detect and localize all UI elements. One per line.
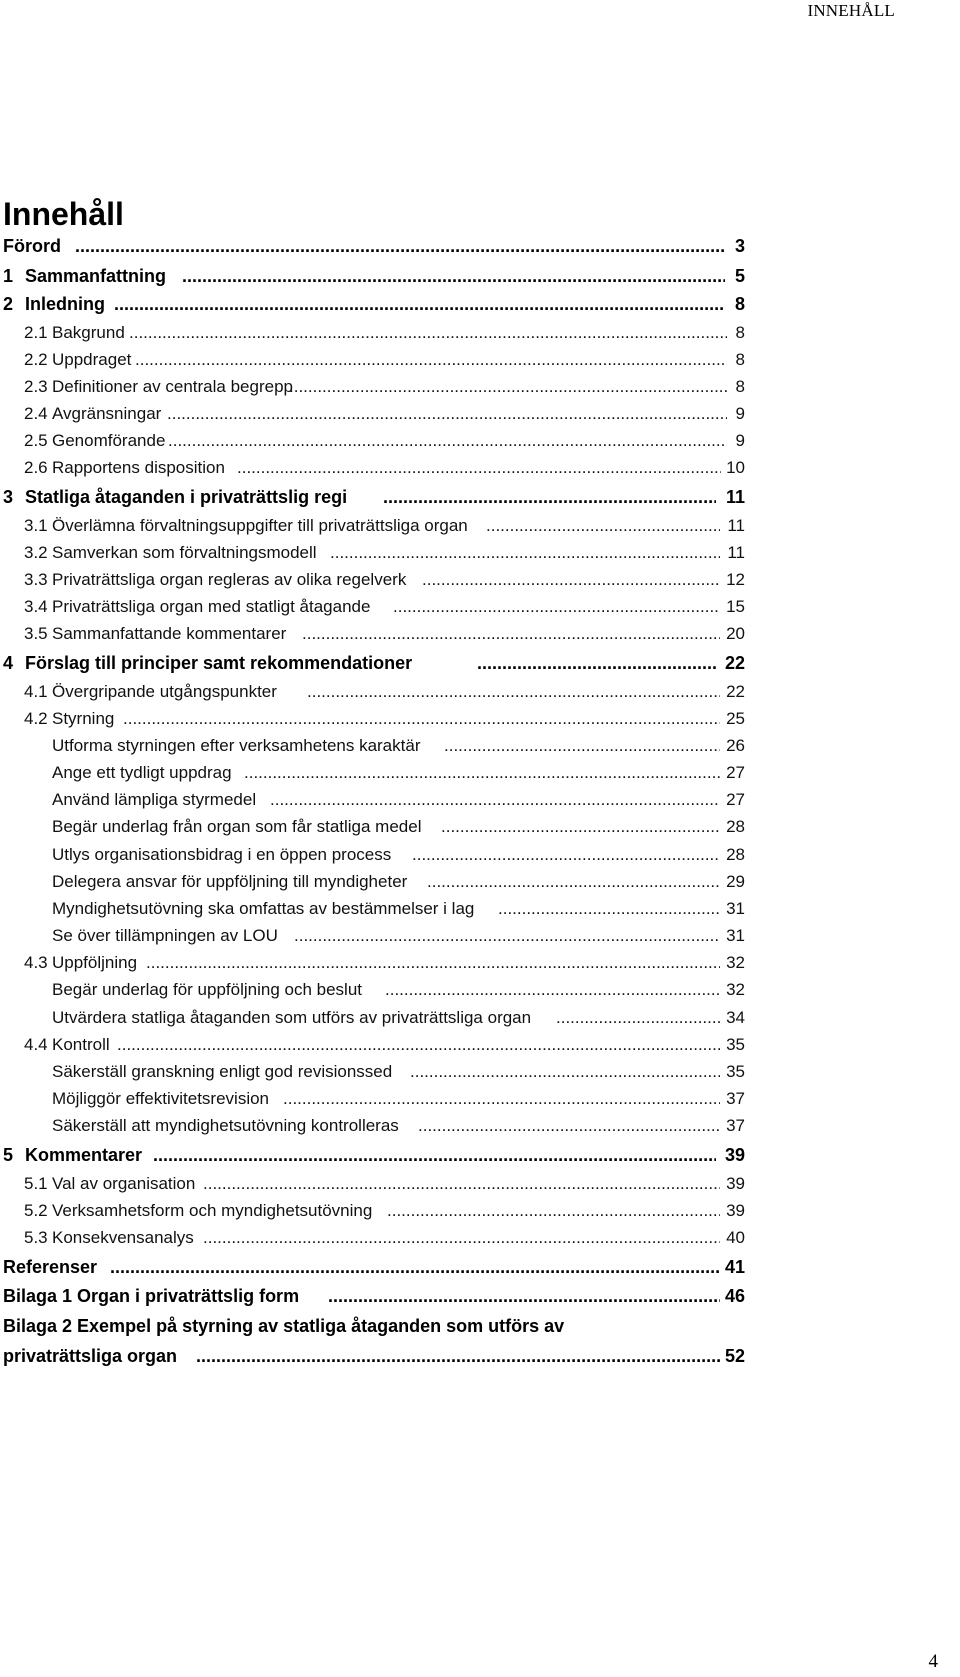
toc-page-number: 34 xyxy=(726,1008,745,1027)
dot-leader xyxy=(75,236,725,257)
toc-entry-text: Verksamhetsform och myndighetsutövning xyxy=(52,1201,373,1220)
toc-entry-text: Privaträttsliga organ regleras av olika regelverk xyxy=(52,570,407,589)
dot-leader xyxy=(167,404,727,424)
dot-leader xyxy=(410,1062,720,1082)
toc-page-number: 3 xyxy=(734,236,745,256)
toc-entry-text: Styrning xyxy=(52,709,115,728)
toc-entry-label xyxy=(24,431,165,451)
dot-leader xyxy=(146,953,720,973)
toc-entry-text: Privaträttsliga organ med statligt åtagande xyxy=(52,597,371,616)
dot-leader xyxy=(182,266,725,287)
toc-entry-label: Säkerställ att myndighetsutövning kontrolleras xyxy=(52,1116,399,1135)
toc-entry-label xyxy=(3,294,105,315)
toc-page-number: 22 xyxy=(724,653,745,673)
dot-leader xyxy=(135,350,727,370)
toc-page-number: 40 xyxy=(726,1228,745,1247)
dot-leader xyxy=(283,1089,720,1109)
dot-leader xyxy=(114,294,725,315)
toc-entry-label: Delegera ansvar för uppföljning till myndigheter xyxy=(52,872,408,891)
toc-entry-label xyxy=(24,570,406,590)
toc-page-number: 25 xyxy=(726,709,745,728)
toc-entry-label: Säkerställ granskning enligt god revisionssed xyxy=(52,1062,393,1081)
dot-leader xyxy=(328,1286,720,1307)
toc-page-number: 35 xyxy=(726,1062,745,1081)
toc-entry-label: Begär underlag från organ som får statliga medel xyxy=(52,817,422,836)
dot-leader xyxy=(153,1145,716,1166)
toc-entry-text: Övergripande utgångspunkter xyxy=(52,682,277,701)
toc-page-number: 31 xyxy=(726,899,745,918)
dot-leader xyxy=(289,377,727,397)
toc-entry-label xyxy=(3,266,166,287)
toc-entry-label xyxy=(24,709,114,729)
toc-page-number: 9 xyxy=(735,431,745,450)
toc-entry-label xyxy=(3,1145,142,1166)
toc-page-number: 5 xyxy=(734,266,745,286)
toc-page-number: 9 xyxy=(735,404,745,423)
toc-entry-text: Sammanfattande kommentarer xyxy=(52,624,287,643)
dot-leader xyxy=(412,845,720,865)
toc-entry-number: 5 xyxy=(3,1145,14,1165)
toc-page-number: 10 xyxy=(726,458,745,477)
dot-leader xyxy=(237,458,721,478)
toc-entry-text: Samverkan som förvaltningsmodell xyxy=(52,543,317,562)
toc-page-number: 20 xyxy=(726,624,745,643)
toc-entry-label xyxy=(24,516,468,536)
toc-entry-label xyxy=(24,1174,195,1194)
toc-entry-number: 3.4 xyxy=(24,597,48,616)
dot-leader xyxy=(486,516,720,536)
toc-page-number: 27 xyxy=(726,763,745,782)
dot-leader xyxy=(330,543,720,563)
toc-entry-label xyxy=(24,404,161,424)
toc-page-number: 39 xyxy=(726,1174,745,1193)
toc-entry-label: Bilaga 1 Organ i privaträttslig form xyxy=(3,1286,300,1306)
toc-entry-number: 3.5 xyxy=(24,624,48,643)
toc-page-number: 32 xyxy=(726,980,745,999)
dot-leader xyxy=(294,926,720,946)
toc-entry-label: Begär underlag för uppföljning och beslut xyxy=(52,980,362,999)
toc-entry-number: 4.4 xyxy=(24,1035,48,1054)
toc-page-number: 8 xyxy=(735,377,745,396)
toc-entry-label-line-2: privaträttsliga organ xyxy=(3,1346,178,1366)
toc-page-number: 26 xyxy=(726,736,745,755)
dot-leader xyxy=(418,1116,720,1136)
toc-page-number: 22 xyxy=(726,682,745,701)
toc-entry-text: Uppdraget xyxy=(52,350,132,369)
toc-entry-label xyxy=(24,597,370,617)
toc-page-number: 27 xyxy=(726,790,745,809)
toc-entry-number: 3 xyxy=(3,487,14,507)
toc-entry-number: 3.1 xyxy=(24,516,48,535)
toc-entry-text: Sammanfattning xyxy=(25,266,167,286)
page-title: Innehåll xyxy=(3,196,124,232)
dot-leader xyxy=(244,763,720,783)
toc-page-number: 11 xyxy=(727,516,745,535)
dot-leader xyxy=(383,487,716,508)
toc-entry-label: Se över tillämpningen av LOU xyxy=(52,926,278,945)
toc-entry-label: Använd lämpliga styrmedel xyxy=(52,790,257,809)
dot-leader xyxy=(441,817,720,837)
page-number: 4 xyxy=(928,1651,938,1672)
dot-leader xyxy=(477,653,717,674)
dot-leader xyxy=(385,980,720,1000)
toc-page-number: 39 xyxy=(726,1201,745,1220)
toc-page-number: 28 xyxy=(726,817,745,836)
toc-entry-label xyxy=(24,1201,372,1221)
toc-entry-label xyxy=(24,682,277,702)
toc-entry-text: Statliga åtaganden i privaträttslig regi xyxy=(25,487,348,507)
toc-entry-label xyxy=(24,953,137,973)
toc-entry-number: 4.2 xyxy=(24,709,48,728)
toc-page-number: 8 xyxy=(735,350,745,369)
toc-page-number: 28 xyxy=(726,845,745,864)
dot-leader xyxy=(302,624,720,644)
dot-leader xyxy=(427,872,720,892)
toc-page-number: 37 xyxy=(726,1089,745,1108)
toc-entry-number: 1 xyxy=(3,266,14,286)
toc-page-number: 29 xyxy=(726,872,745,891)
toc-entry-label: Utlys organisationsbidrag i en öppen process xyxy=(52,845,392,864)
toc-entry-number: 4 xyxy=(3,653,14,673)
toc-page-number: 11 xyxy=(727,543,745,562)
toc-page-number: 8 xyxy=(735,323,745,342)
dot-leader xyxy=(117,1035,720,1055)
toc-entry-number: 4.3 xyxy=(24,953,48,972)
toc-entry-label: Ange ett tydligt uppdrag xyxy=(52,763,232,782)
dot-leader xyxy=(196,1346,720,1367)
toc-entry-text: Rapportens disposition xyxy=(52,458,225,477)
toc-entry-text: Avgränsningar xyxy=(52,404,162,423)
toc-page-number: 8 xyxy=(734,294,745,314)
toc-page-number: 41 xyxy=(724,1257,745,1277)
toc-entry-text: Kontroll xyxy=(52,1035,110,1054)
toc-entry-text: Genomförande xyxy=(52,431,166,450)
toc-entry-text: Inledning xyxy=(25,294,105,314)
toc-page-number: 11 xyxy=(725,487,745,507)
toc-entry-text: Val av organisation xyxy=(52,1174,196,1193)
toc-entry-text: Förslag till principer samt rekommendationer xyxy=(25,653,413,673)
dot-leader xyxy=(498,899,720,919)
toc-entry-label xyxy=(3,653,412,674)
toc-entry-number: 2.6 xyxy=(24,458,48,477)
toc-page-number: 12 xyxy=(726,570,745,589)
dot-leader xyxy=(556,1008,720,1028)
toc-entry-label-line-1: Bilaga 2 Exempel på styrning av statliga åtaganden som utförs av xyxy=(3,1316,565,1336)
toc-entry-number: 2.3 xyxy=(24,377,48,396)
toc-entry-label xyxy=(24,1228,194,1248)
toc-entry-label: Utforma styrningen efter verksamhetens karaktär xyxy=(52,736,421,755)
toc-entry-number: 5.2 xyxy=(24,1201,48,1220)
toc-page-number: 35 xyxy=(726,1035,745,1054)
toc-entry-label xyxy=(24,543,317,563)
toc-entry-label: Myndighetsutövning ska omfattas av bestämmelser i lag xyxy=(52,899,475,918)
toc-page-number: 15 xyxy=(726,597,745,616)
dot-leader xyxy=(444,736,720,756)
toc-entry-text: Definitioner av centrala begrepp xyxy=(52,377,293,396)
toc-entry-label xyxy=(24,377,293,397)
dot-leader xyxy=(203,1228,720,1248)
toc-entry-label xyxy=(3,487,347,508)
toc-entry-label xyxy=(24,458,225,478)
dot-leader xyxy=(270,790,720,810)
toc-page-number: 37 xyxy=(726,1116,745,1135)
toc-entry-number: 4.1 xyxy=(24,682,48,701)
toc-entry-text: Uppföljning xyxy=(52,953,138,972)
toc-entry-text: Överlämna förvaltningsuppgifter till privaträttsliga organ xyxy=(52,516,468,535)
dot-leader xyxy=(168,431,727,451)
toc-entry-label: Utvärdera statliga åtaganden som utförs av privaträttsliga organ xyxy=(52,1008,532,1027)
toc-entry-label xyxy=(24,624,286,644)
toc-entry-text: Bakgrund xyxy=(52,323,125,342)
toc-entry-label: Förord xyxy=(3,236,61,256)
toc-entry-number: 2.2 xyxy=(24,350,48,369)
toc-entry-text: Konsekvensanalys xyxy=(52,1228,194,1247)
toc-page-number: 46 xyxy=(724,1286,745,1306)
dot-leader xyxy=(129,323,727,343)
dot-leader xyxy=(307,682,720,702)
toc-entry-number: 5.3 xyxy=(24,1228,48,1247)
toc-entry-number: 5.1 xyxy=(24,1174,48,1193)
dot-leader xyxy=(110,1257,720,1278)
toc-page-number: 31 xyxy=(726,926,745,945)
toc-entry-number: 2 xyxy=(3,294,14,314)
toc-page-number: 39 xyxy=(724,1145,745,1165)
dot-leader xyxy=(393,597,720,617)
dot-leader xyxy=(203,1174,720,1194)
toc-entry-number: 2.4 xyxy=(24,404,48,423)
toc-entry-label xyxy=(24,350,131,370)
toc-entry-label xyxy=(24,1035,110,1055)
toc-entry-label: Möjliggör effektivitetsrevision xyxy=(52,1089,269,1108)
dot-leader xyxy=(422,570,720,590)
toc-entry-number: 2.5 xyxy=(24,431,48,450)
toc-page-number: 32 xyxy=(726,953,745,972)
toc-entry-label: Referenser xyxy=(3,1257,98,1277)
toc-entry-number: 3.3 xyxy=(24,570,48,589)
toc-entry-number: 3.2 xyxy=(24,543,48,562)
dot-leader xyxy=(387,1201,720,1221)
toc-page-number: 52 xyxy=(724,1346,745,1366)
toc-entry-label xyxy=(24,323,125,343)
dot-leader xyxy=(123,709,720,729)
toc-entry-text: Kommentarer xyxy=(25,1145,143,1165)
running-header: INNEHÅLL xyxy=(807,1,895,20)
toc-entry-number: 2.1 xyxy=(24,323,48,342)
